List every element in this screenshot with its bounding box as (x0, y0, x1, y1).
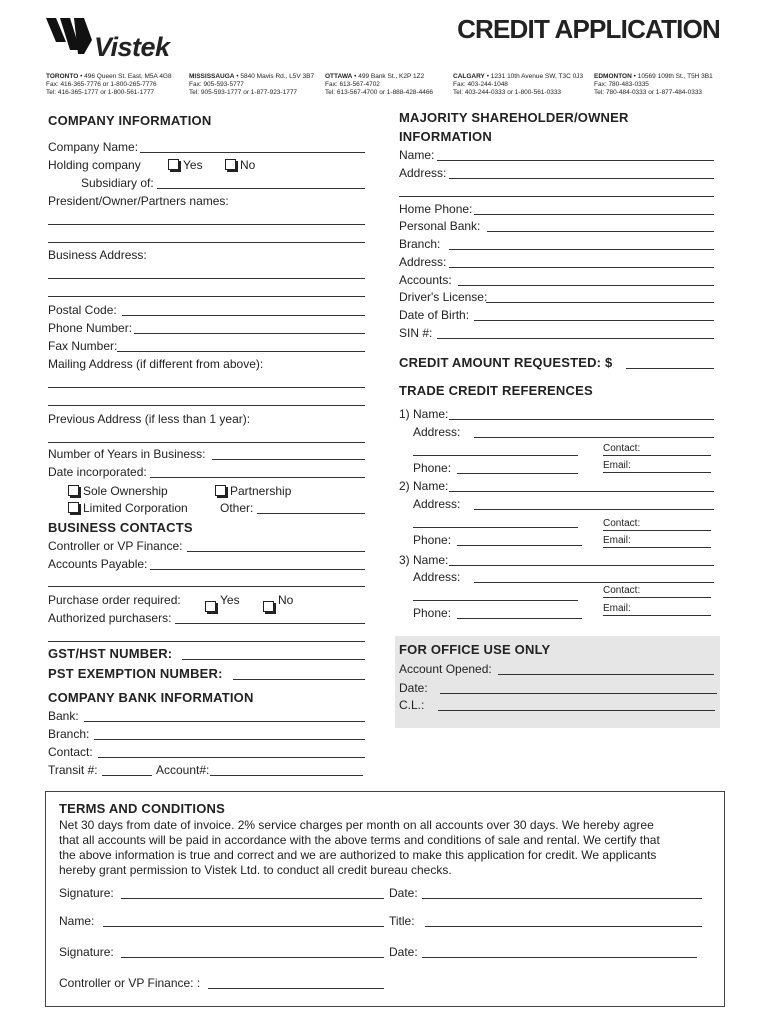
po-required-label: Purchase order required: (48, 593, 181, 607)
account-opened-field[interactable] (498, 674, 714, 675)
ref1-phone-label: Phone: (413, 461, 452, 475)
office-date-label: Date: (399, 681, 428, 695)
brand-name: Vistek (94, 32, 170, 62)
checkbox-icon[interactable] (263, 601, 274, 612)
po-yes-option[interactable]: Yes (205, 593, 240, 612)
name-field[interactable] (103, 926, 384, 927)
ref3-email-field[interactable] (603, 615, 711, 616)
office-use-heading: FOR OFFICE USE ONLY (399, 642, 551, 657)
business-address-field-2[interactable] (48, 296, 365, 297)
accounts-payable-label: Accounts Payable: (48, 557, 148, 571)
holding-yes-option[interactable]: Yes (168, 158, 203, 172)
ref3-phone-label: Phone: (413, 606, 452, 620)
vistek-logo (44, 14, 184, 60)
ref3-contact-field[interactable] (603, 597, 711, 598)
checkbox-icon[interactable] (68, 502, 79, 513)
page-title: CREDIT APPLICATION (457, 14, 720, 44)
checkbox-icon[interactable] (225, 159, 236, 170)
ref3-phone-field[interactable] (457, 618, 582, 619)
sign-date-2-label: Date: (389, 945, 418, 959)
title-label: Title: (389, 914, 415, 928)
pst-field[interactable] (233, 679, 365, 680)
sign-date-field[interactable] (422, 898, 702, 899)
ref2-phone-field[interactable] (457, 545, 582, 546)
shareholder-heading-line1: MAJORITY SHAREHOLDER/OWNER (399, 110, 629, 125)
holding-company-label: Holding company (48, 158, 141, 172)
ref1-name-label: 1) Name: (399, 407, 449, 421)
office-calgary: CALGARY • 1231 10th Avenue SW, T3C 0J3 Fax: 403-244-1048 Tel: 403-244-0333 or 1-800-561-0333 (453, 73, 584, 96)
postal-code-field[interactable] (122, 315, 365, 316)
gst-field[interactable] (182, 659, 365, 660)
signature-2-label: Signature: (59, 945, 114, 959)
subsidiary-label: Subsidiary of: (81, 176, 154, 190)
ref1-contact-label: Contact: (603, 443, 641, 454)
controller-signoff-field[interactable] (208, 988, 384, 989)
controller-label: Controller or VP Finance: (48, 539, 183, 553)
name-label: Name: (59, 914, 95, 928)
checkbox-icon[interactable] (215, 485, 226, 496)
ref3-email-label: Email: (603, 603, 631, 614)
partnership-option[interactable]: Partnership (215, 484, 291, 498)
sh-bank-address-field[interactable] (449, 267, 714, 268)
ref3-name-field[interactable] (449, 565, 714, 566)
account-number-label: Account#: (156, 763, 210, 777)
ref3-address-field-2[interactable] (413, 600, 578, 601)
years-in-business-label: Number of Years in Business: (48, 447, 206, 461)
ref3-name-label: 3) Name: (399, 553, 449, 567)
credit-limit-label: C.L.: (399, 698, 425, 712)
sin-field[interactable] (437, 338, 714, 339)
other-label: Other: (220, 501, 254, 515)
bank-info-heading: COMPANY BANK INFORMATION (48, 690, 254, 705)
ref1-address-field[interactable] (474, 437, 714, 438)
sh-accounts-label: Accounts: (399, 273, 452, 287)
terms-line-4: hereby grant permission to Vistek Ltd. to conduct all credit bureau checks. (59, 863, 452, 877)
signature-field[interactable] (121, 898, 384, 899)
sh-address-field-1[interactable] (449, 178, 714, 179)
gst-label: GST/HST NUMBER: (48, 646, 173, 661)
company-info-heading: COMPANY INFORMATION (48, 113, 212, 128)
company-name-field[interactable] (140, 152, 365, 153)
personal-bank-field[interactable] (487, 231, 714, 232)
signature-2-field[interactable] (121, 957, 384, 958)
sh-address-label: Address: (399, 166, 447, 180)
title-field[interactable] (425, 926, 702, 927)
checkbox-icon[interactable] (168, 159, 179, 170)
terms-heading: TERMS AND CONDITIONS (59, 801, 226, 816)
accounts-payable-field[interactable] (150, 569, 365, 570)
mailing-address-label: Mailing Address (if different from above): (48, 357, 264, 371)
terms-line-2: that all accounts will be paid in accordance with the above terms and conditions of sale and rental. We certify that (59, 833, 660, 847)
controller-field[interactable] (187, 551, 365, 552)
drivers-license-field[interactable] (486, 302, 714, 303)
company-name-label: Company Name: (48, 140, 139, 154)
home-phone-label: Home Phone: (399, 202, 473, 216)
dob-field[interactable] (474, 320, 714, 321)
office-date-field[interactable] (440, 693, 717, 694)
sh-branch-label: Branch: (399, 237, 441, 251)
ref3-address-label: Address: (413, 570, 461, 584)
fax-number-label: Fax Number: (48, 339, 118, 353)
dob-label: Date of Birth: (399, 308, 470, 322)
limited-corporation-option[interactable]: Limited Corporation (68, 501, 188, 515)
transit-label: Transit #: (48, 763, 98, 777)
office-edmonton: EDMONTON • 10569 109th St., T5H 3B1 Fax: 780-483-0335 Tel: 780-484-0333 or 1-877-484-0333 (594, 73, 713, 96)
signature-label: Signature: (59, 886, 114, 900)
ref1-name-field[interactable] (449, 419, 714, 420)
drivers-license-label: Driver's License: (399, 290, 488, 304)
ref3-contact-label: Contact: (603, 585, 641, 596)
president-field-1[interactable] (48, 224, 365, 225)
ref2-name-field[interactable] (449, 491, 714, 492)
bank-label: Bank: (48, 709, 79, 723)
ref2-phone-label: Phone: (413, 533, 452, 547)
authorized-purchasers-field[interactable] (175, 623, 365, 624)
ref2-email-label: Email: (603, 535, 631, 546)
fax-number-field[interactable] (117, 351, 365, 352)
business-address-field-1[interactable] (48, 278, 365, 279)
bank-branch-label: Branch: (48, 727, 90, 741)
account-number-field[interactable] (210, 775, 363, 776)
authorized-purchasers-field-2[interactable] (48, 641, 365, 642)
contacts-extra-field[interactable] (48, 586, 365, 587)
ref1-email-label: Email: (603, 460, 631, 471)
shareholder-heading-line2: INFORMATION (399, 129, 492, 144)
ref2-address-field[interactable] (474, 509, 714, 510)
ref1-address-field-2[interactable] (413, 455, 578, 456)
business-address-label: Business Address: (48, 248, 147, 262)
previous-address-field[interactable] (48, 442, 365, 443)
sh-branch-field[interactable] (449, 249, 714, 250)
office-toronto: TORONTO • 496 Queen St. East, M5A 4G8 Fax: 416-365-7776 or 1-800-265-7776 Tel: 416-365-1777 or 1-800-561-1777 (46, 73, 172, 96)
bank-contact-label: Contact: (48, 745, 93, 759)
bank-branch-field[interactable] (94, 739, 365, 740)
checkbox-icon[interactable] (205, 601, 216, 612)
sign-date-2-field[interactable] (422, 957, 697, 958)
mailing-address-field-2[interactable] (48, 405, 365, 406)
terms-line-3: the above information is true and correct and we are authorized to make this application for credit. We applicants (59, 848, 657, 862)
ref1-contact-field[interactable] (603, 455, 711, 456)
ref2-email-field[interactable] (603, 547, 711, 548)
bank-field[interactable] (84, 721, 365, 722)
sh-bank-address-label: Address: (399, 255, 447, 269)
sh-address-field-2[interactable] (399, 196, 714, 197)
credit-amount-label: CREDIT AMOUNT REQUESTED: $ (399, 355, 613, 370)
ref1-address-label: Address: (413, 425, 461, 439)
authorized-purchasers-label: Authorized purchasers: (48, 611, 172, 625)
ref3-address-field[interactable] (474, 582, 714, 583)
bank-contact-field[interactable] (98, 757, 365, 758)
sin-label: SIN #: (399, 326, 433, 340)
holding-no-option[interactable]: No (225, 158, 255, 172)
controller-signoff-label: Controller or VP Finance: : (59, 976, 201, 990)
president-label: President/Owner/Partners names: (48, 194, 229, 208)
sh-accounts-field[interactable] (458, 285, 714, 286)
ref2-contact-field[interactable] (603, 530, 711, 531)
mailing-address-field-1[interactable] (48, 387, 365, 388)
sh-name-label: Name: (399, 148, 435, 162)
business-contacts-heading: BUSINESS CONTACTS (48, 520, 193, 535)
other-field[interactable] (257, 513, 365, 514)
credit-amount-field[interactable] (626, 368, 714, 369)
pst-label: PST EXEMPTION NUMBER: (48, 666, 223, 681)
ref1-email-field[interactable] (603, 472, 711, 473)
ref2-address-label: Address: (413, 497, 461, 511)
phone-number-field[interactable] (134, 333, 365, 334)
personal-bank-label: Personal Bank: (399, 219, 481, 233)
date-incorporated-field[interactable] (150, 477, 365, 478)
credit-limit-field[interactable] (438, 710, 715, 711)
phone-number-label: Phone Number: (48, 321, 133, 335)
transit-field[interactable] (102, 775, 152, 776)
president-field-2[interactable] (48, 242, 365, 243)
office-mississauga: MISSISSAUGA • 5840 Mavis Rd., L5V 3B7 Fax: 905-593-5777 Tel: 905-593-1777 or 1-877-923-1777 (189, 73, 315, 96)
postal-code-label: Postal Code: (48, 303, 117, 317)
home-phone-field[interactable] (474, 214, 714, 215)
ref1-phone-field[interactable] (457, 473, 578, 474)
terms-line-1: Net 30 days from date of invoice. 2% service charges per month on all accounts over 30 days. We hereby agree (59, 818, 654, 832)
previous-address-label: Previous Address (if less than 1 year): (48, 412, 251, 426)
checkbox-icon[interactable] (68, 485, 79, 496)
office-ottawa: OTTAWA • 499 Bank St., K2P 1Z2 Fax: 613-567-4702 Tel: 613-567-4700 or 1-888-428-4466 (325, 73, 434, 96)
po-no-option[interactable]: No (263, 593, 293, 612)
subsidiary-field[interactable] (157, 188, 365, 189)
account-opened-label: Account Opened: (399, 662, 492, 676)
date-incorporated-label: Date incorporated: (48, 465, 147, 479)
ref2-name-label: 2) Name: (399, 479, 449, 493)
trade-references-heading: TRADE CREDIT REFERENCES (399, 383, 593, 398)
ref2-address-field-2[interactable] (413, 527, 578, 528)
ref2-contact-label: Contact: (603, 518, 641, 529)
sole-ownership-option[interactable]: Sole Ownership (68, 484, 168, 498)
sh-name-field[interactable] (437, 160, 714, 161)
years-in-business-field[interactable] (212, 459, 365, 460)
sign-date-label: Date: (389, 886, 418, 900)
